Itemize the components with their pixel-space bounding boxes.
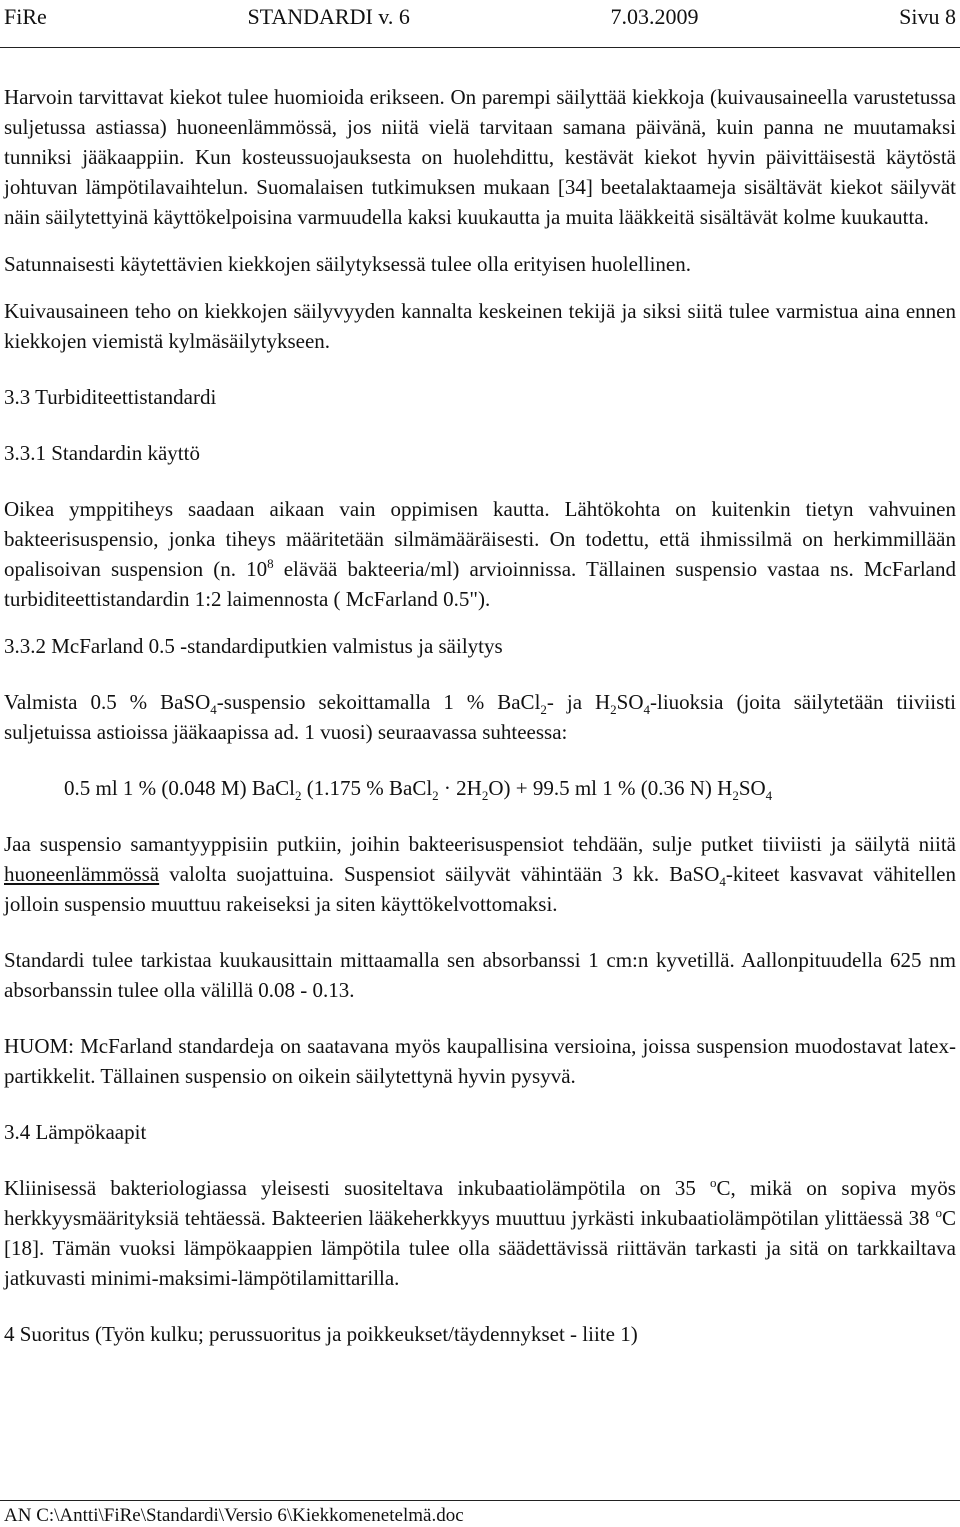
- heading-3-3-1: 3.3.1 Standardin käyttö: [4, 441, 200, 465]
- formula-text: · 2H: [438, 776, 482, 800]
- paragraph-storage: [4, 82, 956, 232]
- subscript: 4: [765, 788, 773, 804]
- superscript: o: [935, 1205, 942, 1220]
- paragraph-text: elävää bakteeria/ml) arvioinnissa. Tällainen suspensio vastaa ns. McFarland turbiditeettistandardin 1:2 laimennosta ( McFarland 0.5").: [4, 557, 956, 611]
- paragraph-text: Kliinisessä bakteriologiassa yleisesti suositeltava inkubaatiolämpötila on 35: [4, 1176, 711, 1200]
- paragraph-text: Suomalaisen tutkimuksen mukaan [34] beetalaktaameja sisältävät kiekot säilyvät näin säilytettyinä käyttökelpoisina varmuudella kaksi kuukautta ja muita lääkkeitä sisältävät kolme kuukautta.: [4, 175, 956, 229]
- subscript: 2: [610, 702, 617, 718]
- formula-text: (1.175 % BaCl: [301, 776, 433, 800]
- heading-3-3-2: 3.3.2 McFarland 0.5 -standardiputkien valmistus ja säilytys: [4, 634, 503, 658]
- subscript: 2: [295, 788, 302, 804]
- paragraph-text: Valmista 0.5 % BaSO: [4, 690, 211, 714]
- heading-3-4: 3.4 Lämpökaapit: [4, 1120, 147, 1144]
- paragraph-text: -suspensio sekoittamalla 1 % BaCl: [216, 690, 541, 714]
- paragraph-text: C, mikä on sopiva myös herkkyysmäärityksiä tehtäessä. Bakteerien lääkeherkkyys muuttuu jyrkästi inkubaatiolämpötilan ylittäessä 38: [4, 1176, 956, 1230]
- paragraph-text: - ja H: [546, 690, 611, 714]
- subscript: 4: [210, 702, 217, 718]
- superscript: 8: [267, 556, 274, 571]
- heading-4: 4 Suoritus (Työn kulku; perussuoritus ja poikkeukset/täydennykset - liite 1): [4, 1322, 638, 1346]
- paragraph-inoculum-density: [4, 494, 956, 614]
- paragraph-desiccant: Kuivausaineen teho on kiekkojen säilyvyyden kannalta keskeinen tekijä ja siksi siitä tulee varmistua aina ennen kiekkojen viemistä kylmäsäilytykseen.: [4, 299, 956, 353]
- paragraph-text: Oikea ymppitiheys saadaan aikaan vain oppimisen kautta. Lähtökohta on kuitenkin tietyn vahvuinen bakteerisuspensio, jonka tiheys määritetään silmämääräisesti. On todettu, että ihmissilmä on herkimmillään opalisoivan suspension (n. 10: [4, 497, 956, 581]
- paragraph-text: -kiteet kasvavat vähitellen jolloin suspensio muuttuu rakeiseksi ja siten käyttökelvottomaksi.: [4, 862, 956, 916]
- header-divider: [0, 47, 960, 48]
- header-page-number: Sivu 8: [899, 4, 956, 29]
- formula: [4, 773, 956, 803]
- superscript: o: [710, 1175, 717, 1190]
- formula-text: SO: [738, 776, 766, 800]
- subscript: 4: [719, 874, 726, 890]
- paragraph-occasional-use: Satunnaisesti käytettävien kiekkojen säilytyksessä tulee olla erityisen huolellinen.: [4, 252, 692, 276]
- paragraph-text: SO: [616, 690, 644, 714]
- heading-3-3: 3.3 Turbiditeettistandardi: [4, 385, 217, 409]
- header-date: 7.03.2009: [610, 4, 699, 29]
- formula-text: 0.5 ml 1 % (0.048 M) BaCl: [64, 776, 295, 800]
- subscript: 2: [481, 788, 489, 804]
- paragraph-text: Harvoin tarvittavat kiekot tulee huomioida erikseen. On parempi säilyttää kiekkoja (kuivausaineella varustetussa suljetussa astiassa) huoneenlämmössä, jos niitä vielä tarvitaan samana päivänä, kuin panna ne muutamaksi tunniksi jääkaappiin.: [4, 85, 956, 169]
- subscript: 4: [643, 702, 650, 718]
- paragraph-text: Jaa suspensio samantyyppisiin putkiin, joihin bakteerisuspensiot tehdään, sulje putket tiiviisti ja säilytä niitä: [4, 832, 956, 856]
- paragraph-absorbance-check: Standardi tulee tarkistaa kuukausittain mittaamalla sen absorbanssi 1 cm:n kyvetillä. Aallonpituudella 625 nm absorbanssin tulee olla välillä 0.08 - 0.13.: [4, 948, 956, 1002]
- paragraph-text: valolta suojattuina. Suspensiot säilyvät vähintään 3 kk. BaSO: [159, 862, 720, 886]
- formula-text: O) + 99.5 ml 1 % (0.36 N) H: [488, 776, 733, 800]
- paragraph-text: -liuoksia (joita säilytetään tiiviisti suljetuissa astioissa jääkaapissa ad. 1 vuosi) seuraavassa suhteessa:: [4, 690, 956, 744]
- header-app: FiRe: [4, 4, 47, 29]
- subscript: 2: [432, 788, 439, 804]
- hyperlink-room-temperature[interactable]: huoneenlämmössä: [4, 862, 160, 886]
- paragraph-text: C [18]. Tämän vuoksi lämpökaappien lämpötila tulee olla säädettävissä riittävän tarkasti ja sitä on tarkkailtava jatkuvasti minimi-maksimi-lämpötilamittarilla.: [4, 1206, 956, 1290]
- paragraph-preparation: [4, 687, 956, 747]
- footer-divider: [0, 1500, 960, 1501]
- subscript: 2: [540, 702, 547, 718]
- subscript: 2: [732, 788, 739, 804]
- document-body: [4, 82, 956, 1349]
- paragraph-incubators: [4, 1173, 956, 1293]
- header-version: STANDARDI v. 6: [247, 4, 410, 29]
- paragraph-text: Kun kosteussuojauksesta on huolehdittu, kestävät kiekot hyvin päivittäisestä käytöstä johtuvan lämpötilavaihtelun.: [4, 145, 957, 199]
- page-header: [4, 4, 956, 40]
- paragraph-tube-storage: [4, 829, 956, 919]
- paragraph-note: HUOM: McFarland standardeja on saatavana myös kaupallisina versioina, joissa suspension muodostavat latex-partikkelit. Tällainen suspensio on oikein säilytettynä hyvin pysyvä.: [4, 1034, 956, 1088]
- footer-file-path: AN C:\Antti\FiRe\Standardi\Versio 6\Kiekkomenetelmä.doc: [4, 1505, 464, 1526]
